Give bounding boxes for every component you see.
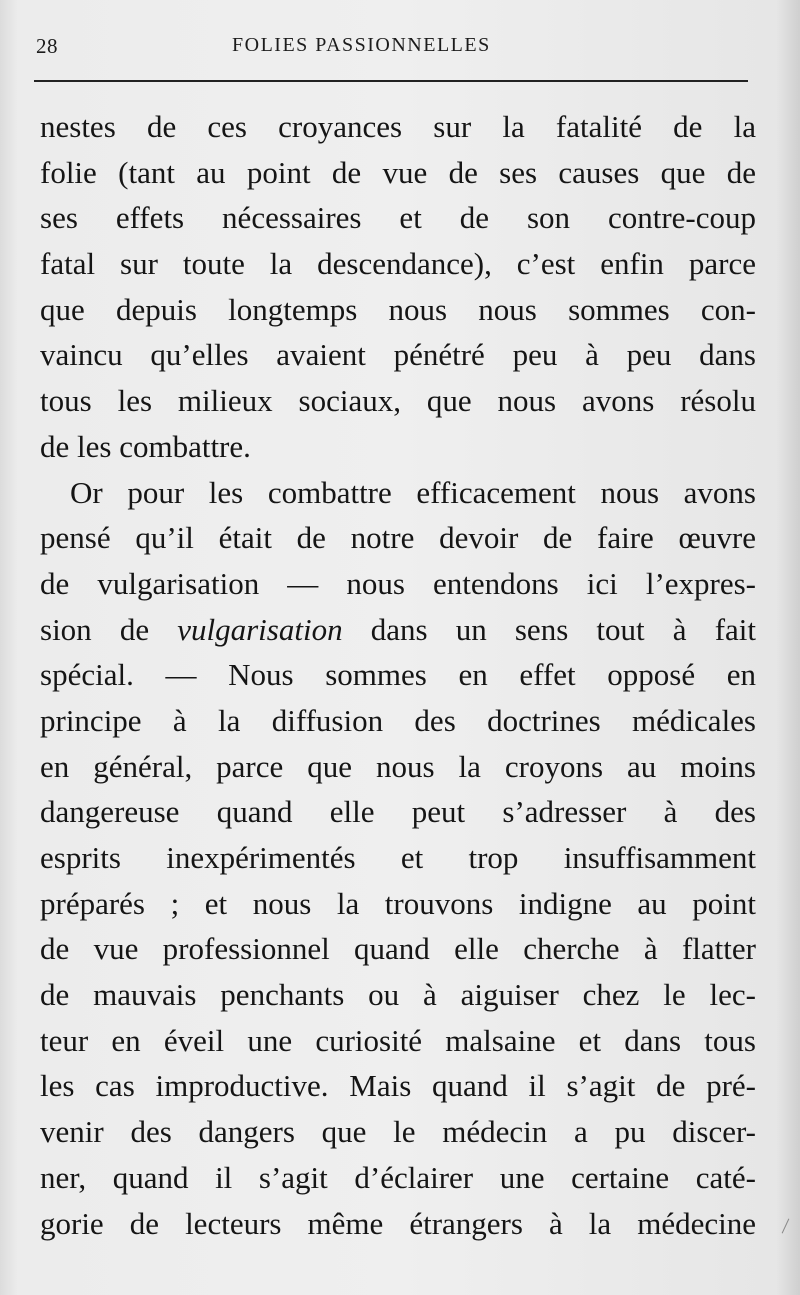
margin-mark [782, 1219, 790, 1234]
text-line: préparés ; et nous la trouvons indigne au point [40, 885, 756, 921]
text-line: de mauvais penchants ou à aiguiser chez le lec- [40, 977, 756, 1013]
text-line: ner, quand il s’agit d’éclairer une certaine caté- [40, 1159, 756, 1195]
text-line: de vulgarisation — nous entendons ici l’expres- [40, 565, 756, 601]
text-line: de vue professionnel quand elle cherche à flatter [40, 931, 756, 967]
header-rule [34, 80, 748, 82]
text-line: spécial. — Nous sommes en effet opposé en [40, 657, 756, 693]
text-line: en général, parce que nous la croyons au moins [40, 748, 756, 784]
text-line: gorie de lecteurs même étrangers à la médecine [40, 1205, 756, 1241]
running-title: FOLIES PASSIONNELLES [232, 34, 491, 56]
text-line: teur en éveil une curiosité malsaine et dans tous [40, 1022, 756, 1058]
text-line: folie (tant au point de vue de ses causes que de [40, 154, 756, 190]
text-line: que depuis longtemps nous nous sommes con- [40, 291, 756, 327]
text-line: les cas improductive. Mais quand il s’agit de pré- [40, 1068, 756, 1104]
paragraph-start-line: Or pour les combattre efficacement nous avons [70, 474, 756, 510]
text-line: ses effets nécessaires et de son contre-coup [40, 200, 756, 236]
running-head [36, 34, 746, 64]
text-line: vaincu qu’elles avaient pénétré peu à peu dans [40, 337, 756, 373]
text-line-with-emphasis [40, 607, 756, 653]
text-line: esprits inexpérimentés et trop insuffisamment [40, 840, 756, 875]
text-segment: sion de [40, 611, 178, 647]
page-number: 28 [36, 34, 58, 58]
body-text [40, 104, 756, 1246]
text-segment: dans un sens tout à fait [342, 611, 756, 647]
text-line: venir des dangers que le médecin a pu discer- [40, 1114, 756, 1150]
text-line: tous les milieux sociaux, que nous avons résolu [40, 383, 756, 419]
text-line: pensé qu’il était de notre devoir de faire œuvre [40, 520, 756, 556]
text-line: dangereuse quand elle peut s’adresser à des [40, 794, 756, 830]
text-line: principe à la diffusion des doctrines médicales [40, 702, 756, 738]
text-line: nestes de ces croyances sur la fatalité de la [40, 109, 756, 144]
italic-term: vulgarisation [177, 611, 343, 647]
text-line: fatal sur toute la descendance), c’est enfin parce [40, 246, 756, 282]
paragraph-end-line: de les combattre. [40, 428, 251, 464]
